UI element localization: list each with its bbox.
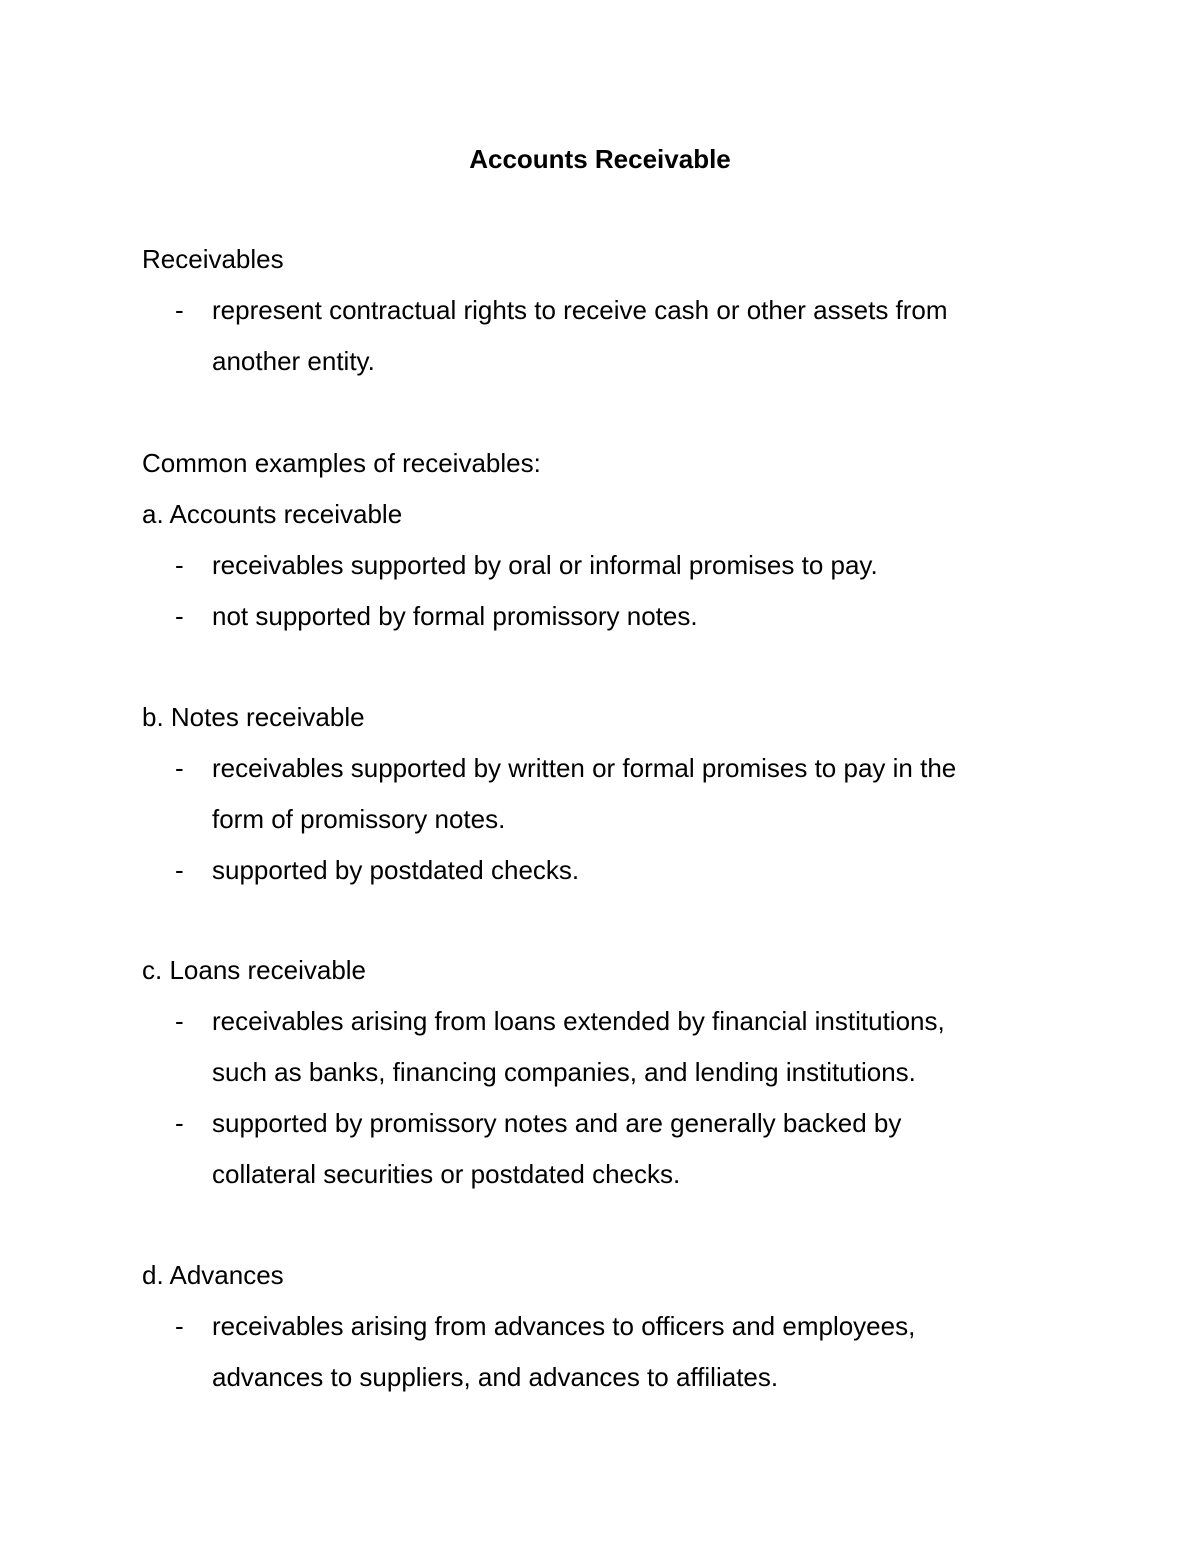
- list-item: supported by promissory notes and are generally backed by: [212, 1108, 902, 1138]
- section-heading-advances: d. Advances: [142, 1260, 284, 1290]
- intro-bullet-line-1: represent contractual rights to receive cash or other assets from: [212, 295, 948, 325]
- examples-heading: Common examples of receivables:: [142, 448, 541, 478]
- list-item: receivables arising from loans extended by financial institutions,: [212, 1006, 945, 1036]
- list-item: receivables arising from advances to officers and employees,: [212, 1311, 916, 1341]
- page-title: Accounts Receivable: [469, 144, 731, 174]
- bullet-marker: -: [175, 1108, 184, 1138]
- section-heading-loans-receivable: c. Loans receivable: [142, 955, 367, 985]
- intro-heading: Receivables: [142, 244, 284, 274]
- bullet-marker: -: [175, 753, 184, 783]
- bullet-marker: -: [175, 1006, 184, 1036]
- list-item: receivables supported by oral or informal promises to pay.: [212, 550, 878, 580]
- list-item-continuation: such as banks, financing companies, and lending institutions.: [212, 1057, 916, 1087]
- bullet-marker: -: [175, 1311, 184, 1341]
- bullet-marker: -: [175, 601, 184, 631]
- bullet-marker: -: [175, 550, 184, 580]
- intro-bullet-line-2: another entity.: [212, 346, 375, 376]
- list-item-continuation: advances to suppliers, and advances to affiliates.: [212, 1362, 779, 1392]
- list-item-continuation: form of promissory notes.: [212, 804, 506, 834]
- list-item: supported by postdated checks.: [212, 855, 580, 885]
- section-heading-notes-receivable: b. Notes receivable: [142, 702, 365, 732]
- list-item: not supported by formal promissory notes.: [212, 601, 698, 631]
- section-heading-accounts-receivable: a. Accounts receivable: [142, 499, 403, 529]
- bullet-marker: -: [175, 855, 184, 885]
- list-item-continuation: collateral securities or postdated checks.: [212, 1159, 681, 1189]
- list-item: receivables supported by written or formal promises to pay in the: [212, 753, 957, 783]
- bullet-marker: -: [175, 295, 184, 325]
